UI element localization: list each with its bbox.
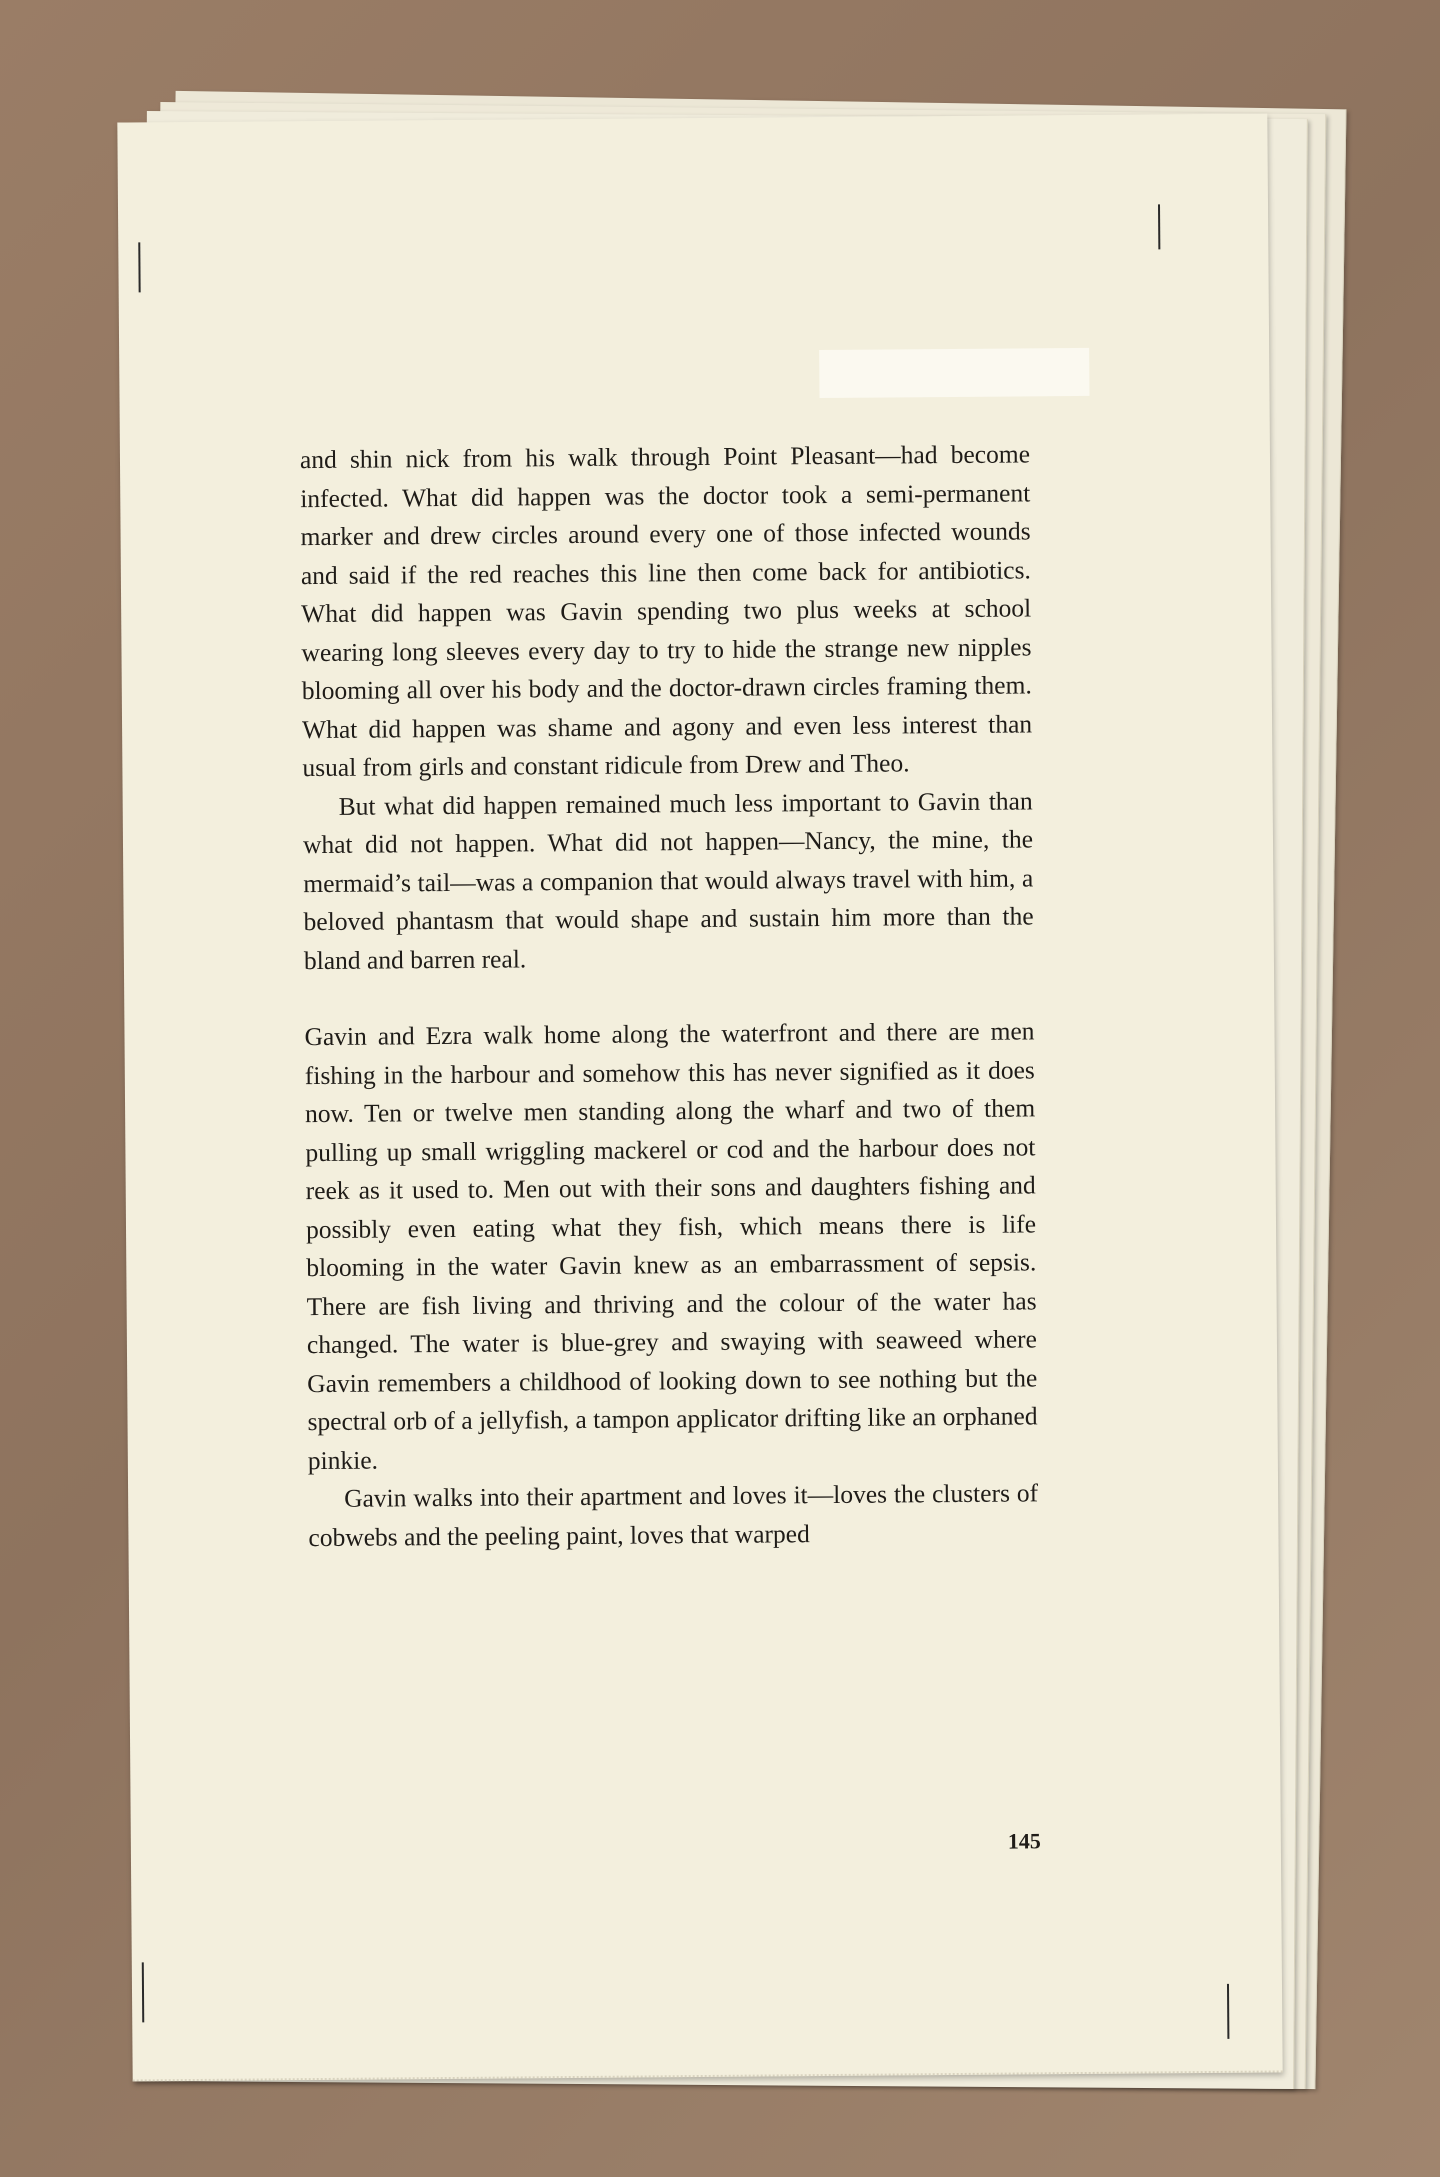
section-break	[304, 974, 1034, 1018]
crop-mark-top-left	[138, 242, 140, 292]
redaction-patch	[819, 348, 1089, 398]
paragraph: Gavin and Ezra walk home along the waterfront and there are men fishing in the harbour and somehow this has never signified as it does now. Ten or twelve men standing along the wharf and two of them pulling up small wriggling mackerel or cod and the harbour does not reek as it used to. Men out with their sons and daughters fishing and possibly even eating what they fish, which means there is life blooming in the water Gavin knew as an embarrassment of sepsis. There are fish living and thriving and the colour of the water has changed. The water is blue-grey and swaying with seaweed where Gavin remembers a childhood of looking down to see nothing but the spectral orb of a jellyfish, a tampon applicator drifting like an orphaned pinkie.	[304, 1016, 1038, 1475]
book-page	[117, 114, 1282, 2082]
page-number: 145	[1007, 1828, 1041, 1854]
paragraph: But what did happen remained much less important to Gavin than what did not happen. What did not happen—Nancy, the mine, the mermaid’s tail—was a companion that would always travel with him, a beloved phantasm that would shape and sustain him more than the bland and barren real.	[302, 785, 1034, 975]
crop-mark-bottom-left	[142, 1962, 144, 2022]
body-text	[300, 435, 1039, 1557]
crop-mark-top-right	[1158, 204, 1160, 249]
paragraph: and shin nick from his walk through Point Pleasant—had become infected. What did happen was the doctor took a semi-permanent marker and drew circles around every one of those infected wounds and said if the red reaches this line then come back for antibiotics. What did happen was Gavin spending two plus weeks at school wearing long sleeves every day to try to hide the strange new nipples blooming all over his body and the doctor-drawn circles framing them. What did happen was shame and agony and even less interest than usual from girls and constant ridicule from Drew and Theo.	[299, 439, 1033, 783]
crop-mark-bottom-right	[1227, 1984, 1229, 2039]
paragraph: Gavin walks into their apartment and loves it—loves the clusters of cobwebs and the peeling paint, loves that warped	[308, 1478, 1039, 1552]
